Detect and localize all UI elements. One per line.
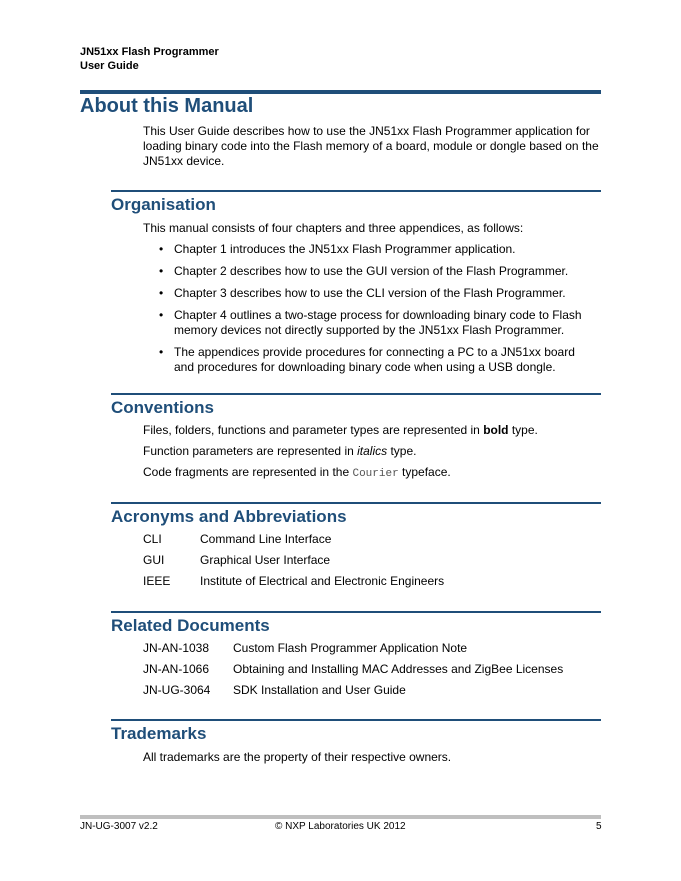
list-item: • Chapter 4 outlines a two-stage process for downloading binary code to Flash memory devices not directly supported by the JN51xx Flash Programmer. bbox=[159, 308, 582, 337]
section-heading: Related Documents bbox=[111, 616, 270, 635]
table-row: GUI Graphical User Interface bbox=[143, 553, 331, 567]
section-organisation bbox=[111, 190, 601, 215]
list-item: • The appendices provide procedures for connecting a PC to a JN51xx board and procedures for downloading binary code when using a USB dongle. bbox=[159, 345, 575, 374]
list-item: • Chapter 2 describes how to use the GUI version of the Flash Programmer. bbox=[159, 264, 569, 278]
header-doc-type: User Guide bbox=[80, 60, 139, 72]
footer-doc-id: JN-UG-3007 v2.2 bbox=[80, 821, 158, 832]
section-acronyms bbox=[111, 502, 601, 527]
section-rule bbox=[111, 502, 601, 504]
section-conventions bbox=[111, 393, 601, 418]
convention-italics: Function parameters are represented in italics type. bbox=[143, 444, 417, 458]
section-rule bbox=[111, 190, 601, 192]
footer-page-number: 5 bbox=[596, 821, 602, 832]
list-item: • Chapter 3 describes how to use the CLI version of the Flash Programmer. bbox=[159, 286, 566, 300]
table-row: IEEE Institute of Electrical and Electronic Engineers bbox=[143, 574, 445, 588]
organisation-lead: This manual consists of four chapters and three appendices, as follows: bbox=[143, 221, 524, 235]
list-item: • Chapter 1 introduces the JN51xx Flash Programmer application. bbox=[159, 242, 516, 256]
footer-rule bbox=[80, 815, 601, 819]
section-rule bbox=[111, 611, 601, 613]
convention-courier: Code fragments are represented in the Courier typeface. bbox=[143, 465, 451, 480]
section-heading: Acronyms and Abbreviations bbox=[111, 507, 347, 526]
section-heading: Conventions bbox=[111, 398, 214, 417]
intro-paragraph: This User Guide describes how to use the JN51xx Flash Programmer application for loading binary code into the Flash memory of a board, module or dongle based on the JN51xx device. bbox=[143, 124, 599, 168]
page-header bbox=[80, 45, 219, 73]
chapter-list bbox=[143, 242, 593, 382]
section-trademarks bbox=[111, 719, 601, 744]
section-related-documents bbox=[111, 611, 601, 636]
footer-copyright: © NXP Laboratories UK 2012 bbox=[275, 821, 406, 832]
page-title: About this Manual bbox=[80, 95, 254, 117]
table-row: JN-UG-3064 SDK Installation and User Guide bbox=[143, 683, 406, 697]
table-row: CLI Command Line Interface bbox=[143, 532, 332, 546]
trademarks-text: All trademarks are the property of their respective owners. bbox=[143, 750, 452, 764]
convention-bold: Files, folders, functions and parameter types are represented in bold type. bbox=[143, 423, 538, 437]
section-heading: Organisation bbox=[111, 195, 216, 214]
header-product: JN51xx Flash Programmer bbox=[80, 46, 219, 58]
section-heading: Trademarks bbox=[111, 724, 207, 743]
table-row: JN-AN-1038 Custom Flash Programmer Application Note bbox=[143, 641, 468, 655]
title-rule bbox=[80, 90, 601, 94]
table-row: JN-AN-1066 Obtaining and Installing MAC Addresses and ZigBee Licenses bbox=[143, 662, 564, 676]
section-rule bbox=[111, 393, 601, 395]
section-rule bbox=[111, 719, 601, 721]
